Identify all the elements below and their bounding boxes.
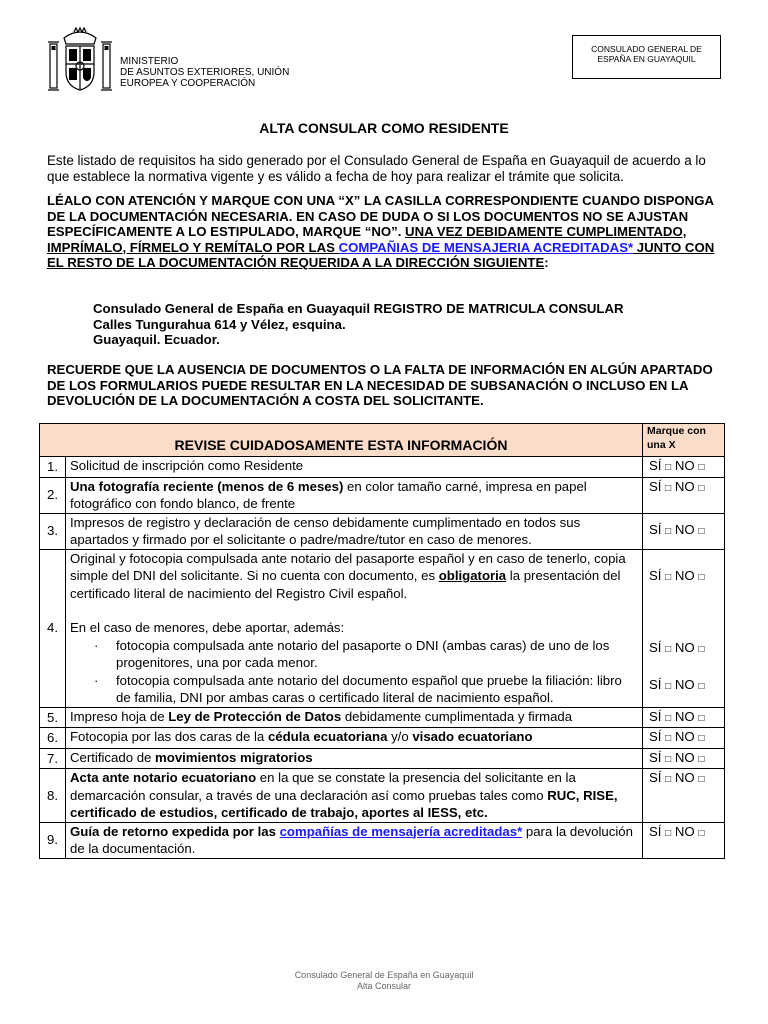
yes-label: SÍ bbox=[649, 640, 662, 655]
no-label: NO bbox=[674, 458, 695, 473]
minors-note: En el caso de menores, debe aportar, además: bbox=[70, 620, 345, 635]
table-row bbox=[40, 707, 725, 728]
list-item-text: fotocopia compulsada ante notario del pasaporte o DNI (ambas caras) de uno de los progenitores, una por cada menor. bbox=[116, 637, 610, 670]
no-checkbox[interactable]: □ bbox=[698, 774, 705, 785]
footer-line: Alta Consular bbox=[356, 981, 412, 991]
notice-text: LÉALO CON ATENCIÓN Y MARQUE CON UNA “X” LA CASILLA CORRESPONDIENTE CUANDO DISPONGA DE LA DOCUMENTACIÓN NECESARIA. EN CASO DE DUDA O SI LOS DOCUMENTOS NO SE AJUSTAN ESPECÍFICAMENTE A LO ESTIPULADO, MARQUE “NO”. bbox=[47, 193, 714, 239]
row-number: 5. bbox=[40, 707, 66, 728]
list-item bbox=[70, 637, 638, 672]
ministry-line: EUROPEA Y COOPERACIÓN bbox=[120, 78, 256, 89]
requirement-bold: visado ecuatoriano bbox=[412, 729, 533, 744]
table-header-title: REVISE CUIDADOSAMENTE ESTA INFORMACIÓN bbox=[40, 424, 643, 457]
yes-no-checkbox-group[interactable] bbox=[649, 676, 720, 696]
yes-checkbox[interactable]: □ bbox=[665, 644, 672, 655]
no-label: NO bbox=[674, 567, 695, 583]
no-label: NO bbox=[674, 676, 695, 692]
yes-checkbox[interactable]: □ bbox=[665, 462, 672, 473]
requirement-bold: obligatoria bbox=[438, 568, 507, 583]
row-number: 7. bbox=[40, 748, 66, 769]
courier-companies-link[interactable]: compañías de mensajería acreditadas* bbox=[279, 823, 523, 839]
list-item-text: fotocopia compulsada ante notario del documento español que pruebe la filiación: libro de familia, DNI por ambas caras o certificado literal de nacimiento español. bbox=[116, 672, 622, 705]
yes-no-checkbox-group[interactable] bbox=[649, 639, 720, 659]
yes-label: SÍ bbox=[649, 676, 662, 692]
requirement-text bbox=[66, 513, 643, 549]
no-label: NO bbox=[674, 729, 695, 744]
no-checkbox[interactable]: □ bbox=[698, 644, 705, 655]
row-number: 4. bbox=[40, 549, 66, 707]
requirement-text-part: Impresos de registro y declaración de censo debidamente cumplimentado en todos sus apartados y firmado por el solicitante o padre/madre/tutor en caso de menores. bbox=[70, 514, 581, 547]
row-number: 8. bbox=[40, 769, 66, 823]
table-row bbox=[40, 728, 725, 749]
courier-companies-link[interactable]: COMPAÑIAS DE MENSAJERIA ACREDITADAS* bbox=[338, 239, 634, 255]
no-checkbox[interactable]: □ bbox=[698, 753, 705, 765]
requirement-text bbox=[66, 748, 643, 769]
no-checkbox[interactable]: □ bbox=[698, 680, 705, 692]
consulate-box bbox=[572, 35, 721, 79]
yes-label: SÍ bbox=[649, 567, 662, 583]
requirement-bold: Acta ante notario ecuatoriano bbox=[70, 770, 257, 785]
table-row bbox=[40, 477, 725, 513]
bullet: · bbox=[94, 672, 99, 688]
yes-checkbox[interactable]: □ bbox=[665, 526, 672, 538]
row-number: 9. bbox=[40, 822, 66, 858]
requirement-paragraph bbox=[70, 550, 638, 603]
table-row bbox=[40, 549, 725, 707]
page-footer bbox=[0, 970, 768, 992]
no-checkbox[interactable]: □ bbox=[698, 526, 705, 538]
requirement-bold: cédula ecuatoriana bbox=[267, 729, 388, 744]
bullet: · bbox=[94, 637, 99, 653]
no-label: NO bbox=[674, 708, 695, 724]
yes-label: SÍ bbox=[649, 770, 662, 785]
requirement-bold: Ley de Protección de Datos bbox=[168, 708, 342, 724]
yes-no-checkbox-group[interactable] bbox=[643, 477, 725, 513]
yes-label: SÍ bbox=[649, 729, 662, 744]
requirement-text bbox=[66, 822, 643, 858]
warning-paragraph: RECUERDE QUE LA AUSENCIA DE DOCUMENTOS O LA FALTA DE INFORMACIÓN EN ALGÚN APARTADO DE LOS FORMULARIOS PUEDE RESULTAR EN LA NECESIDAD DE SUBSANACIÓN O INCLUSO EN LA DEVOLUCIÓN DE LA DOCUMENTACIÓN A COSTA DEL SOLICITANTE. bbox=[47, 362, 713, 408]
yes-checkbox[interactable]: □ bbox=[665, 733, 672, 744]
intro-paragraph: Este listado de requisitos ha sido generado por el Consulado General de España en Guayaquil de acuerdo a lo que establece la normativa vigente y es válido a fecha de hoy para realizar el trámite que solicita. bbox=[47, 153, 706, 184]
yes-checkbox[interactable]: □ bbox=[665, 680, 672, 692]
no-label: NO bbox=[674, 522, 695, 538]
row-number: 3. bbox=[40, 513, 66, 549]
requirement-text bbox=[66, 457, 643, 478]
requirement-text-part: Impreso hoja de bbox=[70, 708, 169, 724]
no-checkbox[interactable]: □ bbox=[698, 571, 705, 583]
requirement-text-part: en la que se constate la presencia del solicitante en la demarcación consular, a través de una declaración así como pruebas tales como bbox=[70, 770, 576, 803]
yes-no-checkbox-group[interactable] bbox=[643, 707, 725, 728]
list-item bbox=[70, 672, 638, 707]
no-checkbox[interactable]: □ bbox=[698, 482, 705, 494]
no-checkbox[interactable]: □ bbox=[698, 712, 705, 724]
requirement-text bbox=[66, 728, 643, 749]
yes-label: SÍ bbox=[649, 708, 662, 724]
row-number: 1. bbox=[40, 457, 66, 478]
yes-no-checkbox-group[interactable] bbox=[643, 748, 725, 769]
requirement-text-part: y/o bbox=[387, 729, 413, 744]
table-row bbox=[40, 513, 725, 549]
requirement-text-part: en color tamaño carné, impresa en papel fotográfico con fondo blanco, de frente bbox=[70, 478, 587, 511]
yes-checkbox[interactable]: □ bbox=[665, 571, 672, 583]
yes-checkbox[interactable]: □ bbox=[665, 774, 672, 785]
ministry-line: MINISTERIO bbox=[120, 56, 179, 67]
address-line: Calles Tungurahua 614 y Vélez, esquina. bbox=[93, 316, 346, 332]
notice-paragraph bbox=[47, 193, 723, 271]
notice-underlined-text: UNA VEZ DEBIDAMENTE CUMPLIMENTADO, IMPRÍMALO, FÍRMELO Y REMÍTALO POR LAS bbox=[47, 224, 687, 255]
requirement-text bbox=[66, 769, 643, 823]
yes-checkbox[interactable]: □ bbox=[665, 827, 672, 839]
requirement-bold: RUC, RISE, certificado de estudios, certificado de trabajo, aportes al IESS, etc. bbox=[70, 787, 618, 820]
consulate-box-line: ESPAÑA EN GUAYAQUIL bbox=[597, 54, 696, 64]
address-line: Consulado General de España en Guayaquil REGISTRO DE MATRICULA CONSULAR bbox=[93, 301, 624, 316]
notice-underlined-text-2: JUNTO CON EL RESTO DE LA DOCUMENTACIÓN REQUERIDA A LA DIRECCIÓN SIGUIENTE bbox=[47, 239, 715, 270]
row-number: 2. bbox=[40, 477, 66, 513]
table-header-mark: Marque con una X bbox=[643, 424, 725, 457]
no-label: NO bbox=[674, 478, 695, 494]
no-label: NO bbox=[674, 770, 695, 785]
table-header-row bbox=[40, 424, 725, 457]
consulate-box-line: CONSULADO GENERAL DE bbox=[591, 44, 702, 54]
no-checkbox[interactable]: □ bbox=[698, 827, 705, 839]
no-checkbox[interactable]: □ bbox=[698, 733, 705, 744]
requirement-text bbox=[66, 549, 643, 707]
requirements-table bbox=[39, 423, 725, 859]
requirement-text bbox=[66, 477, 643, 513]
yes-checkbox[interactable]: □ bbox=[665, 753, 672, 765]
requirement-text-part: Certificado de bbox=[70, 749, 156, 765]
yes-no-checkbox-group[interactable] bbox=[649, 567, 720, 587]
spain-coat-of-arms-icon bbox=[44, 24, 116, 98]
requirement-text-part: debidamente cumplimentada y firmada bbox=[341, 708, 573, 724]
table-row bbox=[40, 822, 725, 858]
yes-label: SÍ bbox=[649, 749, 662, 765]
yes-label: SÍ bbox=[649, 478, 662, 494]
no-label: NO bbox=[674, 640, 695, 655]
ministry-line: DE ASUNTOS EXTERIORES, UNIÓN bbox=[120, 67, 290, 78]
mailing-address bbox=[93, 301, 624, 348]
table-row bbox=[40, 769, 725, 823]
row-number: 6. bbox=[40, 728, 66, 749]
table-row bbox=[40, 748, 725, 769]
requirement-text-part: Fotocopia por las dos caras de la bbox=[70, 729, 268, 744]
requirement-text-part: Solicitud de inscripción como Residente bbox=[70, 458, 304, 473]
yes-label: SÍ bbox=[649, 823, 662, 839]
yes-no-checkbox-column bbox=[643, 549, 725, 707]
requirement-text-part: para la devolución de la documentación. bbox=[70, 823, 633, 856]
yes-no-checkbox-group[interactable] bbox=[643, 513, 725, 549]
yes-label: SÍ bbox=[649, 458, 662, 473]
no-label: NO bbox=[674, 823, 695, 839]
no-checkbox[interactable]: □ bbox=[698, 462, 705, 473]
yes-checkbox[interactable]: □ bbox=[665, 482, 672, 494]
requirement-text-part: la presentación del certificado literal de nacimiento del Registro Civil español. bbox=[70, 568, 621, 601]
page-title: ALTA CONSULAR COMO RESIDENTE bbox=[259, 120, 509, 136]
footer-line: Consulado General de España en Guayaquil bbox=[294, 970, 474, 980]
requirement-bold: movimientos migratorios bbox=[155, 749, 313, 765]
requirement-text bbox=[66, 707, 643, 728]
no-label: NO bbox=[674, 749, 695, 765]
yes-no-checkbox-group[interactable] bbox=[643, 822, 725, 858]
requirement-bold: Guía de retorno expedida por las bbox=[70, 823, 280, 839]
ministry-name bbox=[120, 56, 289, 89]
requirement-bold: Una fotografía reciente (menos de 6 meses) bbox=[70, 478, 344, 494]
table-row bbox=[40, 457, 725, 478]
requirement-text-part: Original y fotocopia compulsada ante notario del pasaporte español y en caso de tenerlo, copia simple del DNI del solicitante. Si no cuenta con documento, es bbox=[70, 550, 626, 583]
notice-colon: : bbox=[544, 255, 549, 270]
address-line: Guayaquil. Ecuador. bbox=[93, 332, 220, 347]
yes-no-checkbox-group[interactable] bbox=[643, 457, 725, 478]
yes-checkbox[interactable]: □ bbox=[665, 712, 672, 724]
yes-no-checkbox-group[interactable] bbox=[643, 769, 725, 823]
yes-label: SÍ bbox=[649, 522, 662, 538]
yes-no-checkbox-group[interactable] bbox=[643, 728, 725, 749]
